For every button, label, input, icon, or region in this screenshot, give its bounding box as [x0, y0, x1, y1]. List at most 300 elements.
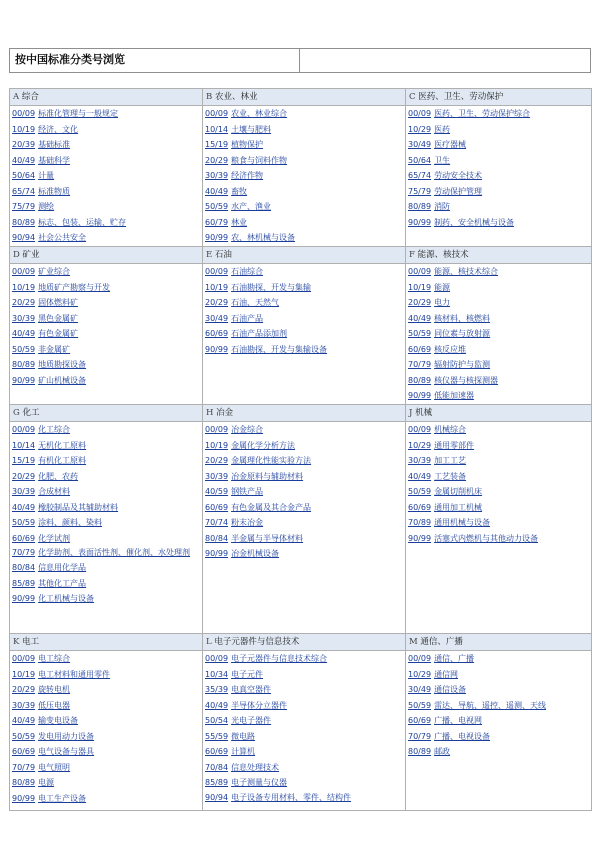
group-header — [203, 247, 405, 263]
category-name: 标准物质 — [38, 186, 71, 196]
category-link[interactable] — [12, 667, 202, 683]
category-name: 机械综合 — [434, 425, 467, 434]
category-link[interactable] — [408, 168, 591, 184]
category-name: 标准化管理与一般规定 — [38, 109, 119, 118]
category-code: 90/99 — [408, 533, 432, 543]
category-code: 10/19 — [12, 282, 36, 292]
category-code: 60/69 — [408, 502, 432, 512]
category-code: 10/29 — [408, 440, 432, 450]
category-code: 00/09 — [408, 654, 432, 663]
category-name: 信息用化学品 — [38, 563, 87, 572]
category-link[interactable] — [408, 422, 591, 438]
group-letter: C — [409, 92, 416, 102]
category-link[interactable] — [408, 729, 591, 745]
group-item-list — [10, 422, 202, 607]
group-header-cell — [406, 247, 592, 264]
category-link[interactable] — [205, 546, 405, 562]
category-link[interactable] — [408, 438, 591, 454]
category-link[interactable] — [12, 484, 202, 500]
group-header — [10, 405, 202, 421]
group-name: 矿业 — [22, 250, 40, 260]
category-link[interactable] — [12, 713, 202, 729]
group-header-cell — [203, 89, 406, 106]
category-name: 通用加工机械 — [434, 502, 483, 512]
category-code: 10/19 — [12, 669, 36, 679]
category-link[interactable] — [12, 230, 202, 246]
category-code: 90/99 — [12, 793, 36, 803]
category-link[interactable] — [12, 515, 202, 531]
group-items-cell — [203, 264, 406, 405]
category-link[interactable] — [408, 357, 591, 373]
category-link[interactable] — [12, 469, 202, 485]
category-code: 60/69 — [408, 344, 432, 354]
category-name: 固体燃料矿 — [38, 298, 79, 307]
category-code: 20/39 — [12, 140, 36, 149]
category-code: 90/99 — [408, 391, 432, 400]
category-code: 10/29 — [408, 124, 432, 134]
category-link[interactable] — [12, 682, 202, 698]
category-name: 农、林机械与设备 — [231, 233, 296, 242]
category-name: 卫生 — [434, 155, 451, 165]
category-code: 30/39 — [12, 313, 36, 323]
category-link[interactable] — [408, 667, 591, 683]
category-link[interactable] — [408, 500, 591, 516]
category-link[interactable] — [408, 311, 591, 327]
category-code: 40/49 — [205, 700, 229, 710]
category-link[interactable] — [408, 122, 591, 138]
category-link[interactable] — [12, 744, 202, 760]
category-link[interactable] — [12, 729, 202, 745]
category-link[interactable] — [205, 682, 405, 698]
group-letter: H — [206, 408, 214, 418]
category-link[interactable] — [205, 230, 405, 246]
title-empty-cell — [300, 49, 590, 72]
category-name: 发电用动力设备 — [38, 731, 95, 741]
category-link[interactable] — [205, 729, 405, 745]
category-code: 90/99 — [408, 217, 432, 227]
category-link[interactable] — [205, 295, 405, 311]
category-link[interactable] — [205, 651, 405, 667]
category-link[interactable] — [205, 280, 405, 296]
classification-table — [9, 88, 592, 811]
category-link[interactable] — [12, 651, 202, 667]
category-code: 35/39 — [205, 685, 229, 694]
category-code: 70/79 — [408, 360, 432, 369]
category-name: 电气照明 — [38, 762, 71, 772]
group-letter: D — [13, 250, 20, 260]
category-link[interactable] — [12, 576, 202, 592]
category-name: 电工综合 — [38, 654, 71, 663]
category-code: 30/49 — [205, 313, 229, 323]
category-name: 矿山机械设备 — [38, 375, 87, 385]
category-code: 60/69 — [205, 329, 229, 338]
group-item-list — [203, 106, 405, 246]
category-code: 75/79 — [12, 202, 36, 211]
category-link[interactable] — [205, 775, 405, 791]
category-code: 00/09 — [12, 267, 36, 276]
category-link[interactable] — [205, 215, 405, 231]
category-name: 制药、安全机械与设备 — [434, 217, 515, 227]
category-code: 30/49 — [408, 140, 432, 149]
group-header-cell — [203, 247, 406, 264]
category-code: 50/54 — [205, 716, 229, 725]
category-name: 金属理化性能实验方法 — [231, 456, 312, 465]
category-link[interactable] — [12, 438, 202, 454]
category-link[interactable] — [408, 682, 591, 698]
category-link[interactable] — [205, 698, 405, 714]
category-code: 00/09 — [408, 109, 432, 118]
group-items-cell — [406, 106, 592, 247]
group-letter: B — [206, 92, 213, 102]
group-items-row — [10, 422, 592, 634]
group-header — [203, 634, 405, 650]
category-code: 40/49 — [408, 313, 432, 323]
group-items-cell — [10, 651, 203, 811]
group-letter: F — [409, 250, 415, 260]
category-code: 00/09 — [408, 267, 432, 276]
category-link[interactable] — [408, 373, 591, 389]
category-name: 有机化工原料 — [38, 456, 87, 465]
category-link[interactable] — [205, 422, 405, 438]
category-link[interactable] — [12, 698, 202, 714]
category-link[interactable] — [12, 760, 202, 776]
category-name: 通用机械与设备 — [434, 518, 491, 527]
category-name: 医疗器械 — [434, 140, 467, 149]
category-code: 50/59 — [12, 731, 36, 741]
group-header — [203, 405, 405, 421]
category-name: 石油勘探、开发与集输设备 — [231, 344, 328, 354]
group-name: 电工 — [22, 637, 40, 647]
category-link[interactable] — [205, 184, 405, 200]
category-link[interactable] — [205, 713, 405, 729]
category-link[interactable] — [408, 184, 591, 200]
category-link[interactable] — [205, 791, 405, 805]
category-link[interactable] — [205, 106, 405, 122]
group-name: 医药、卫生、劳动保护 — [418, 92, 504, 102]
category-link[interactable] — [408, 453, 591, 469]
category-link[interactable] — [205, 438, 405, 454]
category-name: 土壤与肥料 — [231, 124, 272, 134]
category-name: 冶金机械设备 — [231, 549, 280, 558]
category-code: 85/89 — [205, 778, 229, 787]
category-link[interactable] — [408, 698, 591, 714]
group-header-cell — [10, 247, 203, 264]
category-code: 20/29 — [205, 456, 229, 465]
category-link[interactable] — [408, 531, 591, 547]
group-name: 通信、广播 — [420, 637, 463, 647]
category-link[interactable] — [205, 137, 405, 153]
category-name: 水产、渔业 — [231, 202, 272, 211]
category-code: 00/09 — [205, 109, 229, 118]
category-code: 70/84 — [205, 762, 229, 772]
category-name: 石油勘探、开发与集输 — [231, 282, 312, 292]
category-link[interactable] — [408, 264, 591, 280]
category-code: 50/59 — [408, 487, 432, 496]
category-link[interactable] — [12, 311, 202, 327]
category-code: 80/84 — [12, 563, 36, 572]
category-link[interactable] — [205, 484, 405, 500]
category-link[interactable] — [408, 342, 591, 358]
group-items-cell — [203, 422, 406, 634]
category-link[interactable] — [12, 122, 202, 138]
category-code: 15/19 — [205, 140, 229, 149]
category-code: 75/79 — [408, 186, 432, 196]
category-code: 65/74 — [12, 186, 36, 196]
category-code: 60/79 — [205, 217, 229, 227]
category-link[interactable] — [12, 591, 202, 607]
category-name: 化工机械与设备 — [38, 594, 95, 603]
category-link[interactable] — [12, 775, 202, 791]
category-code: 80/89 — [12, 360, 36, 369]
category-name: 雷达、导航、遥控、遥测、天线 — [434, 700, 547, 710]
group-header — [10, 89, 202, 105]
group-items-cell — [10, 422, 203, 634]
category-link[interactable] — [205, 667, 405, 683]
group-items-cell — [406, 651, 592, 811]
group-name: 综合 — [21, 92, 39, 102]
category-link[interactable] — [205, 122, 405, 138]
category-link[interactable] — [12, 168, 202, 184]
category-link[interactable] — [12, 546, 202, 560]
category-name: 冶金原料与辅助材料 — [231, 471, 304, 481]
category-code: 10/29 — [408, 669, 432, 679]
group-header-cell — [10, 634, 203, 651]
category-name: 低压电器 — [38, 700, 71, 710]
category-code: 15/19 — [12, 456, 36, 465]
category-link[interactable] — [12, 106, 202, 122]
category-link[interactable] — [12, 215, 202, 231]
category-link[interactable] — [205, 744, 405, 760]
group-item-list — [203, 651, 405, 805]
category-name: 输变电设备 — [38, 716, 79, 725]
category-code: 30/49 — [408, 685, 432, 694]
category-code: 00/09 — [408, 425, 432, 434]
category-link[interactable] — [408, 651, 591, 667]
category-link[interactable] — [408, 153, 591, 169]
category-link[interactable] — [408, 744, 591, 760]
category-code: 40/49 — [408, 471, 432, 481]
category-name: 石油综合 — [231, 267, 264, 276]
category-link[interactable] — [205, 531, 405, 547]
category-name: 核材料、核燃料 — [434, 313, 491, 323]
category-link[interactable] — [408, 469, 591, 485]
category-link[interactable] — [12, 500, 202, 516]
category-link[interactable] — [205, 469, 405, 485]
category-link[interactable] — [12, 342, 202, 358]
category-link[interactable] — [205, 326, 405, 342]
category-link[interactable] — [408, 326, 591, 342]
category-name: 经济作物 — [231, 171, 264, 180]
category-link[interactable] — [408, 280, 591, 296]
group-items-row — [10, 651, 592, 811]
category-name: 基础科学 — [38, 155, 71, 165]
category-link[interactable] — [12, 791, 202, 807]
category-link[interactable] — [408, 137, 591, 153]
category-name: 冶金综合 — [231, 425, 264, 434]
category-link[interactable] — [205, 199, 405, 215]
category-link[interactable] — [205, 311, 405, 327]
category-code: 50/64 — [408, 155, 432, 165]
category-link[interactable] — [12, 531, 202, 547]
group-items-row — [10, 106, 592, 247]
group-header-cell — [10, 405, 203, 422]
category-name: 能源、核技术综合 — [434, 267, 499, 276]
category-code: 60/69 — [205, 747, 229, 756]
group-header — [10, 247, 202, 263]
category-link[interactable] — [12, 199, 202, 215]
category-link[interactable] — [205, 264, 405, 280]
category-link[interactable] — [408, 484, 591, 500]
group-header-cell — [406, 634, 592, 651]
group-letter: J — [409, 408, 413, 418]
category-code: 70/74 — [205, 518, 229, 527]
category-code: 40/49 — [12, 329, 36, 338]
category-name: 经济、文化 — [38, 124, 79, 134]
category-link[interactable] — [12, 560, 202, 576]
category-name: 化学助剂、表面活性剂、催化剂、水处理剂 — [38, 548, 191, 557]
category-code: 90/94 — [205, 792, 229, 802]
category-name: 计算机 — [231, 747, 256, 756]
category-code: 70/89 — [408, 518, 432, 527]
category-link[interactable] — [12, 326, 202, 342]
category-name: 地质勘探设备 — [38, 360, 87, 369]
category-name: 低能加速器 — [434, 391, 475, 400]
category-link[interactable] — [205, 760, 405, 776]
group-items-cell — [10, 106, 203, 247]
category-link[interactable] — [12, 295, 202, 311]
category-name: 光电子器件 — [231, 716, 272, 725]
category-link[interactable] — [205, 515, 405, 531]
category-name: 劳动保护管理 — [434, 186, 483, 196]
category-link[interactable] — [408, 713, 591, 729]
category-link[interactable] — [12, 373, 202, 389]
category-code: 40/49 — [12, 502, 36, 512]
category-link[interactable] — [408, 199, 591, 215]
group-name: 电子元器件与信息技术 — [214, 637, 300, 647]
category-link[interactable] — [12, 137, 202, 153]
group-items-cell — [203, 651, 406, 811]
category-name: 金属化学分析方法 — [231, 440, 296, 450]
category-name: 化学试剂 — [38, 533, 71, 543]
group-header — [406, 89, 591, 105]
category-code: 60/69 — [12, 747, 36, 756]
category-link[interactable] — [408, 295, 591, 311]
category-name: 社会公共安全 — [38, 233, 87, 242]
category-code: 50/59 — [205, 202, 229, 211]
category-name: 通信、广播 — [434, 654, 475, 663]
group-item-list — [10, 106, 202, 246]
category-name: 标志、包装、运输、贮存 — [38, 217, 127, 227]
category-link[interactable] — [12, 453, 202, 469]
category-code: 70/79 — [12, 762, 36, 772]
category-name: 无机化工原料 — [38, 440, 87, 450]
category-code: 30/39 — [12, 487, 36, 496]
category-name: 农业、林业综合 — [231, 109, 288, 118]
category-name: 微电路 — [231, 731, 256, 741]
category-link[interactable] — [12, 153, 202, 169]
category-link[interactable] — [205, 453, 405, 469]
category-name: 计量 — [38, 171, 55, 180]
category-link[interactable] — [12, 264, 202, 280]
category-name: 非金属矿 — [38, 344, 71, 354]
category-name: 粉末冶金 — [231, 518, 264, 527]
category-code: 00/09 — [12, 109, 36, 118]
category-code: 00/09 — [12, 425, 36, 434]
category-name: 旋转电机 — [38, 685, 71, 694]
category-link[interactable] — [408, 515, 591, 531]
group-item-list — [203, 264, 405, 357]
category-name: 消防 — [434, 202, 451, 211]
category-code: 70/79 — [12, 548, 36, 557]
category-code: 50/64 — [12, 171, 36, 180]
group-item-list — [406, 264, 591, 404]
category-link[interactable] — [12, 422, 202, 438]
category-name: 医药 — [434, 124, 451, 134]
group-letter: L — [206, 637, 212, 647]
group-header — [10, 634, 202, 650]
category-link[interactable] — [408, 215, 591, 231]
category-name: 半导体分立器件 — [231, 700, 288, 710]
category-name: 通用零部件 — [434, 440, 475, 450]
group-header — [203, 89, 405, 105]
category-name: 测绘 — [38, 202, 55, 211]
category-name: 石油、天然气 — [231, 298, 280, 307]
category-name: 基础标准 — [38, 140, 71, 149]
category-name: 核仪器与核探测器 — [434, 375, 499, 385]
category-code: 50/59 — [408, 329, 432, 338]
category-code: 50/59 — [12, 344, 36, 354]
category-name: 信息处理技术 — [231, 762, 280, 772]
category-link[interactable] — [12, 184, 202, 200]
category-name: 粮食与饲料作物 — [231, 155, 288, 165]
category-name: 石油产品添加剂 — [231, 329, 288, 338]
category-link[interactable] — [205, 342, 405, 358]
category-link[interactable] — [408, 388, 591, 404]
category-link[interactable] — [205, 168, 405, 184]
category-code: 30/39 — [408, 456, 432, 465]
category-code: 40/49 — [12, 716, 36, 725]
category-link[interactable] — [408, 106, 591, 122]
group-header-cell — [203, 405, 406, 422]
category-link[interactable] — [12, 357, 202, 373]
category-name: 电真空器件 — [231, 685, 272, 694]
category-code: 90/99 — [12, 375, 36, 385]
category-link[interactable] — [12, 280, 202, 296]
category-name: 通信网 — [434, 669, 459, 679]
category-code: 20/29 — [12, 298, 36, 307]
group-header-row — [10, 634, 592, 651]
category-name: 涂料、颜料、染料 — [38, 518, 103, 527]
category-code: 10/19 — [205, 440, 229, 450]
category-code: 80/89 — [12, 778, 36, 787]
category-code: 20/29 — [12, 685, 36, 694]
group-header — [406, 634, 591, 650]
category-name: 同位素与放射源 — [434, 329, 491, 338]
group-name: 机械 — [415, 408, 433, 418]
category-code: 50/59 — [12, 518, 36, 527]
category-name: 电气设备与器具 — [38, 747, 95, 756]
group-item-list — [406, 651, 591, 760]
category-name: 橡胶制品及其辅助材料 — [38, 502, 119, 512]
category-name: 能源 — [434, 282, 451, 292]
category-name: 电子元器件与信息技术综合 — [231, 654, 328, 663]
category-name: 黑色金属矿 — [38, 313, 79, 323]
category-link[interactable] — [205, 500, 405, 516]
category-code: 50/59 — [408, 700, 432, 710]
category-link[interactable] — [205, 153, 405, 169]
category-name: 加工工艺 — [434, 456, 467, 465]
group-name: 冶金 — [216, 408, 234, 418]
